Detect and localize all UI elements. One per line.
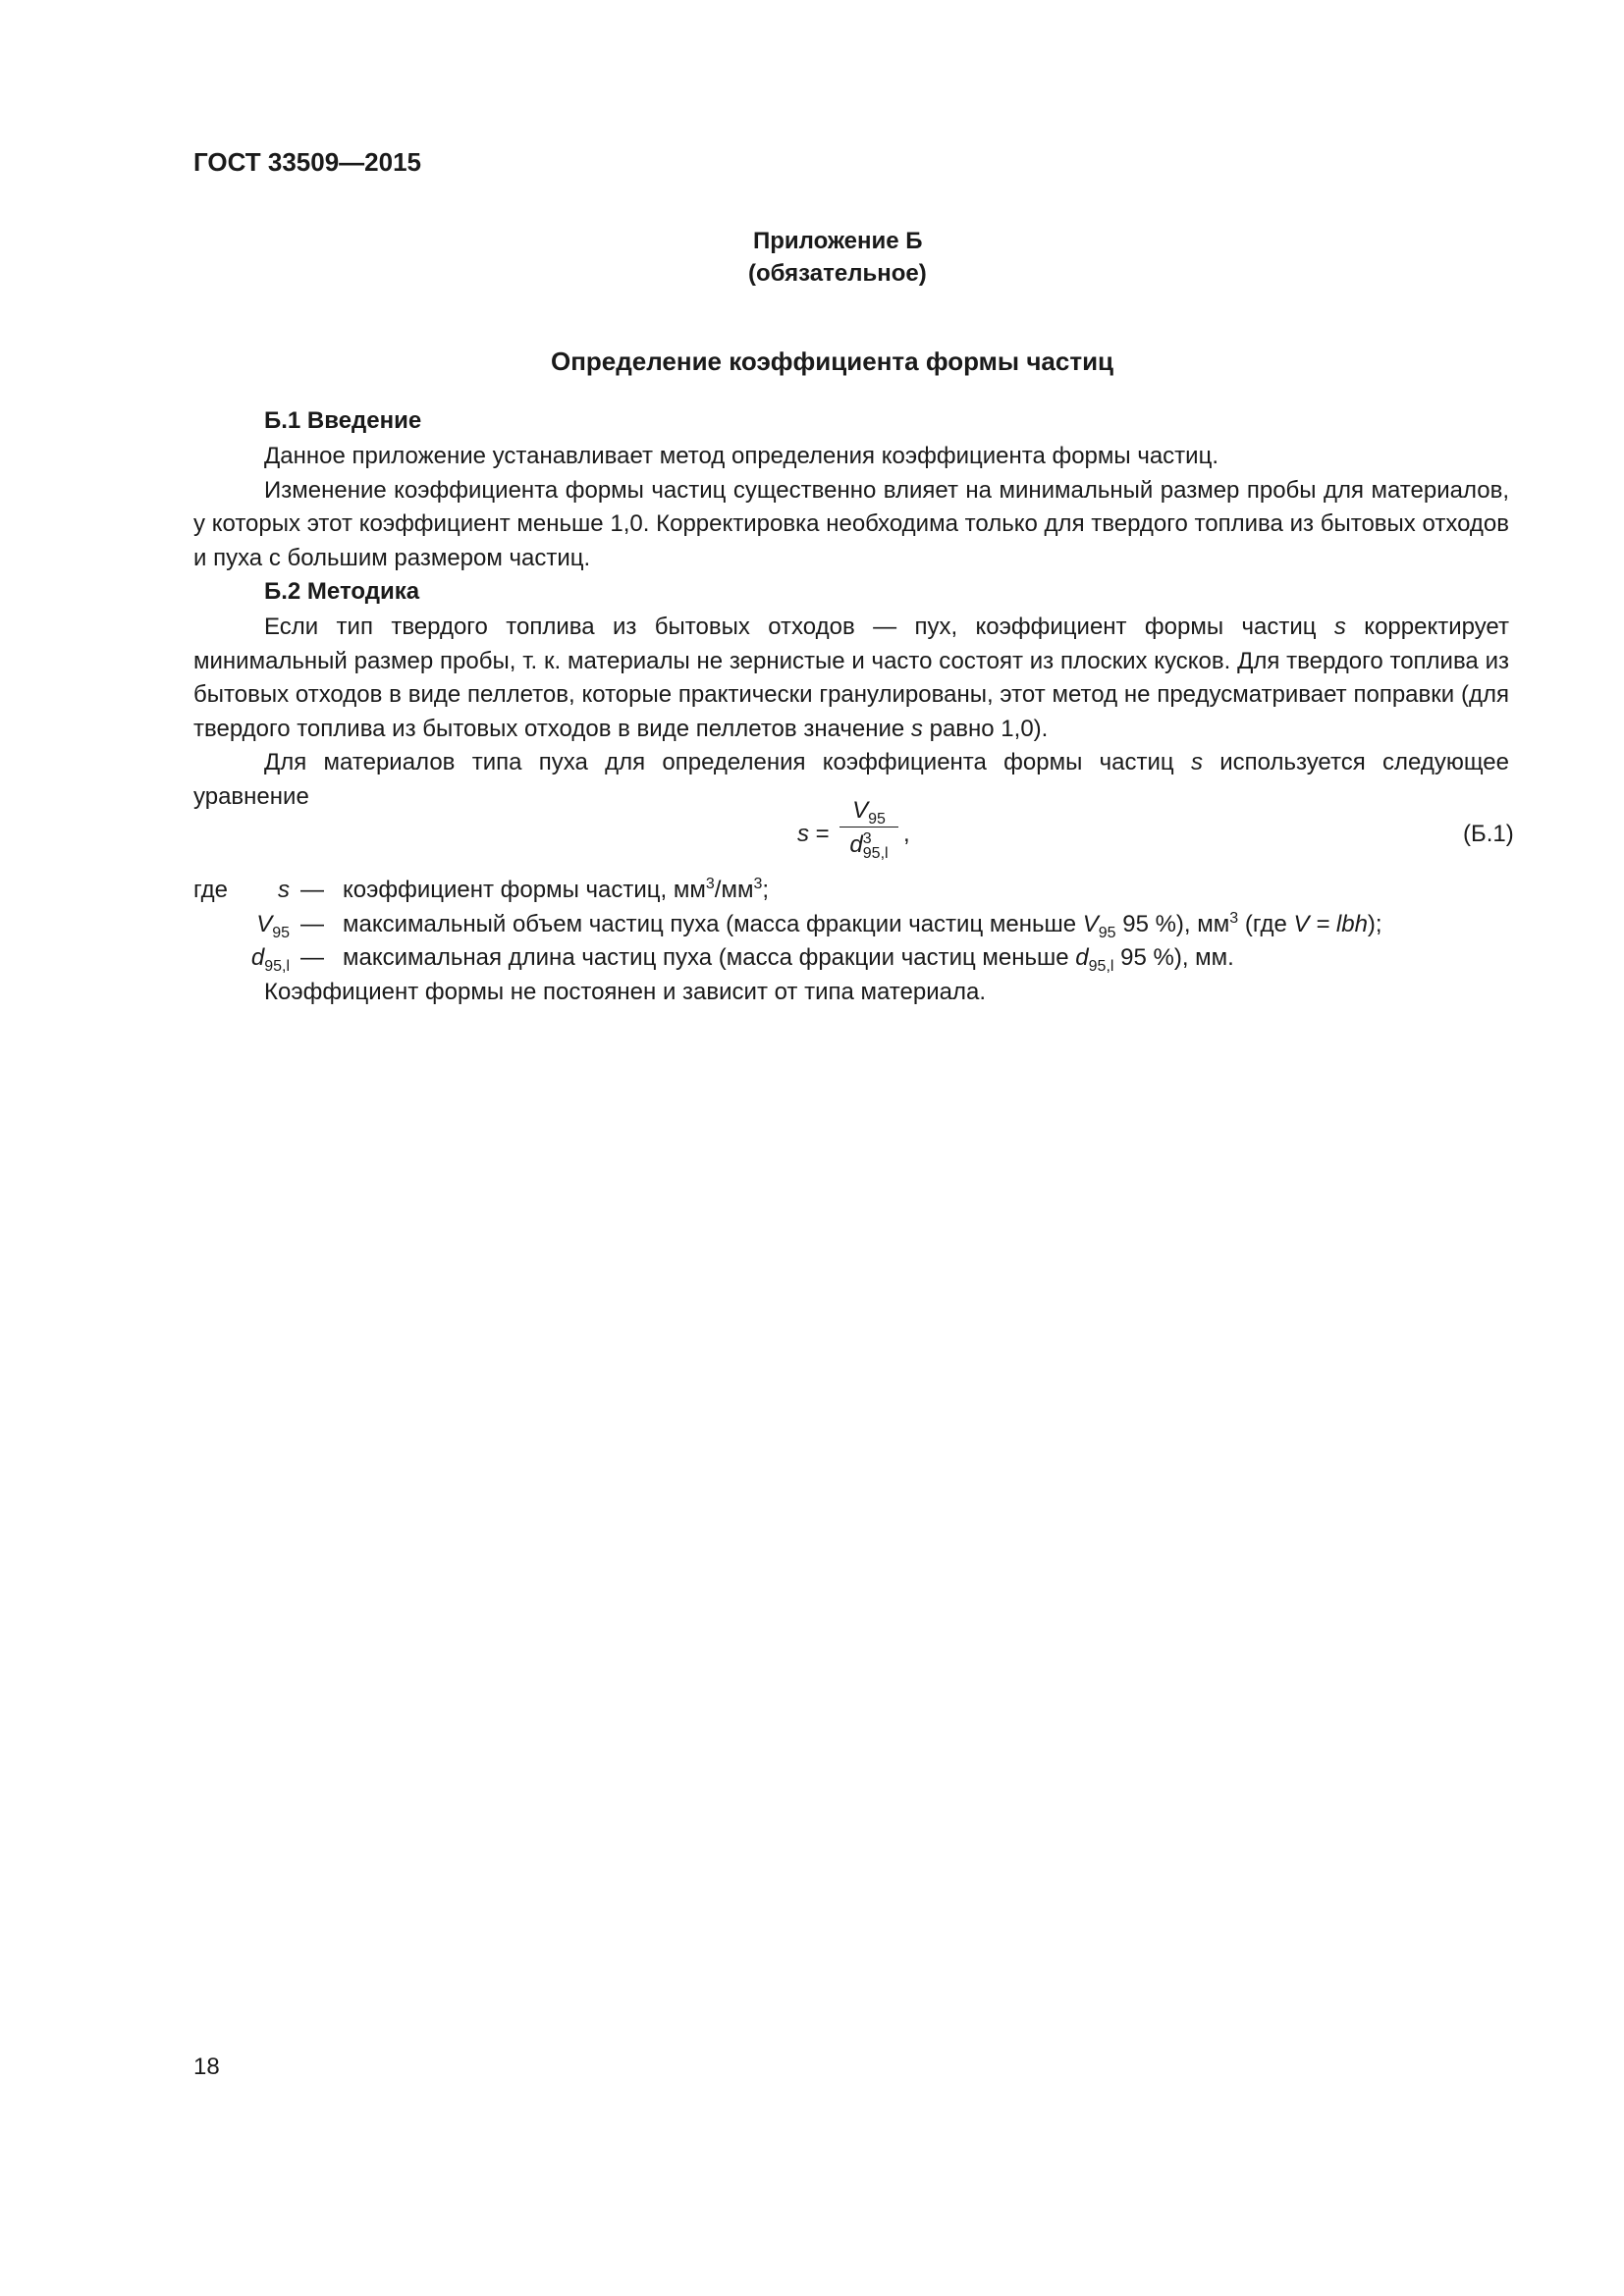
definition-text xyxy=(343,941,1234,976)
formula-b1 xyxy=(797,793,915,872)
dash: — xyxy=(300,910,324,937)
text-run: 95 %), мм. xyxy=(1113,944,1234,971)
annex-label: Приложение Б xyxy=(753,228,923,254)
definition-v95 xyxy=(193,908,1509,942)
subscript: 95,l xyxy=(264,958,290,975)
paragraph xyxy=(193,611,1509,746)
standard-designation: ГОСТ 33509—2015 xyxy=(193,147,421,177)
text-run: /мм xyxy=(714,877,754,903)
text-run: максимальная длина частиц пуха (масса фракции частиц меньше xyxy=(343,944,1076,971)
text-run: коэффициент формы частиц, мм xyxy=(343,877,706,903)
formula-lhs xyxy=(797,817,836,851)
variable-s: s xyxy=(797,821,809,847)
text-run: максимальный объем частиц пуха (масса фракции частиц меньше xyxy=(343,910,1083,937)
variable-v: V xyxy=(1082,910,1099,937)
definition-d95l xyxy=(193,941,1509,976)
text-run: корректирует минимальный размер пробы, т. к. материалы не зернистые и часто состоят из плоских кусков. Для твердого топлива из бытовых отходов в виде пеллетов, которые практически гранулированы, этот метод не предусматривает поправки (для твердого топлива из бытовых отходов в виде пеллетов значение xyxy=(193,614,1509,742)
symbol xyxy=(251,941,290,976)
variable-v: V xyxy=(256,910,273,937)
section-b2-body xyxy=(193,611,1509,814)
superscript: 3 xyxy=(862,830,872,847)
denominator xyxy=(839,828,899,867)
variable-s: s xyxy=(1190,749,1203,775)
text-run: Для материалов типа пуха для определения коэффициента формы частиц xyxy=(264,749,1191,775)
variable-v: V xyxy=(852,797,869,824)
section-b2-heading: Б.2 Методика xyxy=(264,578,420,605)
variable-d: d xyxy=(1075,944,1089,971)
variable-s: s xyxy=(910,715,923,742)
symbol xyxy=(256,908,290,942)
superscript: 3 xyxy=(705,876,715,892)
dash: — xyxy=(300,877,324,903)
definition-s xyxy=(193,874,1509,908)
dash: — xyxy=(300,944,324,971)
variable-s: s xyxy=(1333,614,1346,640)
superscript: 3 xyxy=(1229,909,1239,927)
symbol xyxy=(278,874,290,908)
text-run: ; xyxy=(762,877,770,903)
variable-definitions xyxy=(193,874,1509,1009)
where-intro: где xyxy=(193,877,229,903)
annex-status: (обязательное) xyxy=(748,260,927,287)
text-run: ); xyxy=(1367,910,1382,937)
superscript: 3 xyxy=(753,876,763,892)
subscript: 95 xyxy=(272,924,290,941)
variable-s: s xyxy=(278,877,290,903)
closing-text: Коэффициент формы не постоянен и зависит от типа материала. xyxy=(264,978,986,1005)
variable-d: d xyxy=(250,944,265,971)
subscript: 95 xyxy=(868,811,886,828)
equals-sign: = xyxy=(809,821,837,847)
text-run: 95 %), мм xyxy=(1115,910,1230,937)
text-run: Если тип твердого топлива из бытовых отходов — пух, коэффициент формы частиц xyxy=(264,614,1334,640)
fraction xyxy=(839,793,899,867)
paragraph: Изменение коэффициента формы частиц существенно влияет на минимальный размер пробы для материалов, у которых этот коэффициент меньше 1,0. Корректировка необходима только для твердого топлива из бытовых отходов и пуха с большим размером частиц. xyxy=(193,476,1509,571)
page-number: 18 xyxy=(193,2054,220,2080)
subscript: 95 xyxy=(1098,924,1116,941)
annex-title-text: Определение коэффициента формы частиц xyxy=(551,347,1114,376)
text-run: равно 1,0). xyxy=(922,715,1049,742)
paragraph: Данное приложение устанавливает метод определения коэффициента формы частиц. xyxy=(264,443,1218,469)
text-run: (где xyxy=(1238,910,1294,937)
definition-text xyxy=(343,874,769,908)
text-run: используется следующее уравнение xyxy=(193,749,1509,810)
formula-comma: , xyxy=(903,821,910,847)
subscript: 95,l xyxy=(862,845,889,862)
volume-expression: V = lbh xyxy=(1293,910,1368,937)
annex-title xyxy=(193,345,1509,378)
numerator xyxy=(839,793,899,827)
annex-header xyxy=(193,225,1509,290)
equation-number: (Б.1) xyxy=(1463,821,1514,847)
subscript: 95,l xyxy=(1088,958,1114,975)
section-b1-heading: Б.1 Введение xyxy=(264,407,422,434)
variable-d: d xyxy=(849,831,863,858)
closing-sentence xyxy=(193,976,1509,1010)
section-b1-body xyxy=(193,440,1509,575)
definition-text xyxy=(343,908,1382,942)
